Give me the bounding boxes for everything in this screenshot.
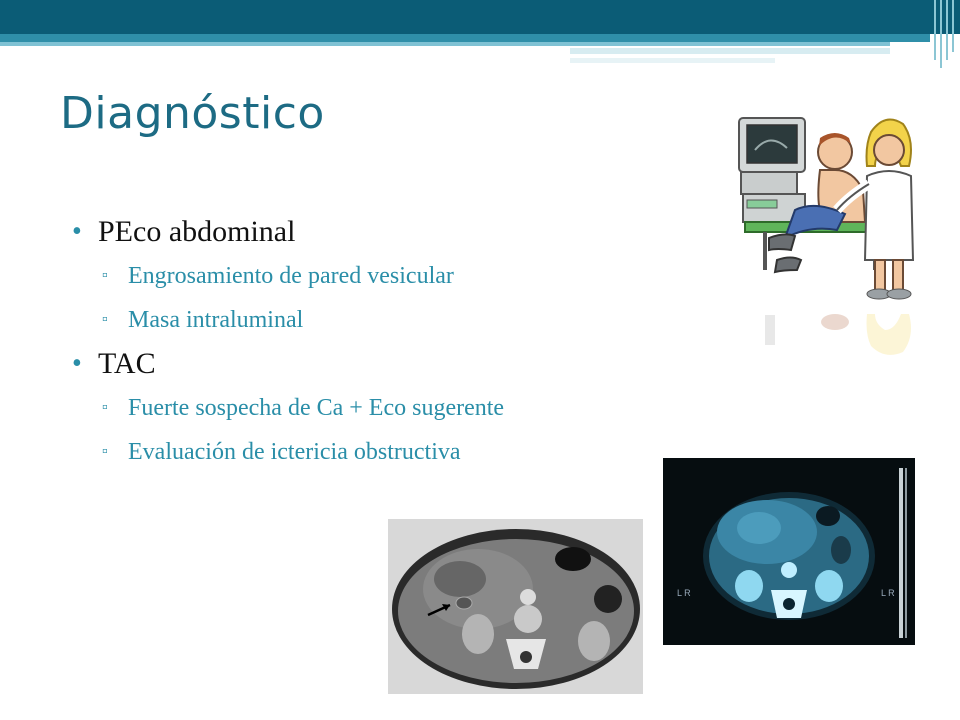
bullet-text: TAC: [98, 347, 156, 380]
header-band: [0, 0, 960, 34]
bullet-dot-icon: •: [72, 216, 82, 247]
sub-bullet-text: Masa intraluminal: [128, 307, 304, 333]
bullet-dot-icon: •: [72, 348, 82, 379]
sub-bullet-text: Engrosamiento de pared vesicular: [128, 263, 454, 289]
sub-bullet-item: [72, 386, 504, 430]
sub-bullet-square-icon: ▫: [102, 443, 108, 460]
header-stripe: [0, 42, 890, 46]
slide-title: Diagnóstico: [60, 88, 325, 139]
ct-right-letters: L R: [881, 588, 895, 598]
header-stripe: [0, 34, 930, 42]
ct-scan-grayscale: [388, 519, 643, 694]
bullet-text: PEco abdominal: [98, 215, 296, 248]
bullet-item: [72, 342, 504, 386]
sub-bullet-square-icon: ▫: [102, 311, 108, 328]
header-stripe: [570, 48, 890, 54]
sub-bullet-text: Fuerte sospecha de Ca + Eco sugerente: [128, 395, 505, 421]
ct-left-letters: L R: [677, 588, 691, 598]
header-vertical-line: [952, 0, 954, 52]
bullet-list: [72, 210, 504, 474]
header-stripe: [570, 58, 775, 63]
bullet-item: [72, 210, 504, 254]
sub-bullet-square-icon: ▫: [102, 399, 108, 416]
sub-bullet-item: [72, 430, 504, 474]
sub-bullet-text: Evaluación de ictericia obstructiva: [128, 439, 461, 465]
header-vertical-line: [940, 0, 942, 68]
sub-bullet-square-icon: ▫: [102, 267, 108, 284]
header-vertical-line: [946, 0, 948, 60]
sub-bullet-item: [72, 254, 504, 298]
doctor-ultrasound-illustration: [725, 110, 925, 360]
sub-bullet-item: [72, 298, 504, 342]
ct-scan-blue: [663, 458, 915, 645]
header-vertical-line: [934, 0, 936, 60]
